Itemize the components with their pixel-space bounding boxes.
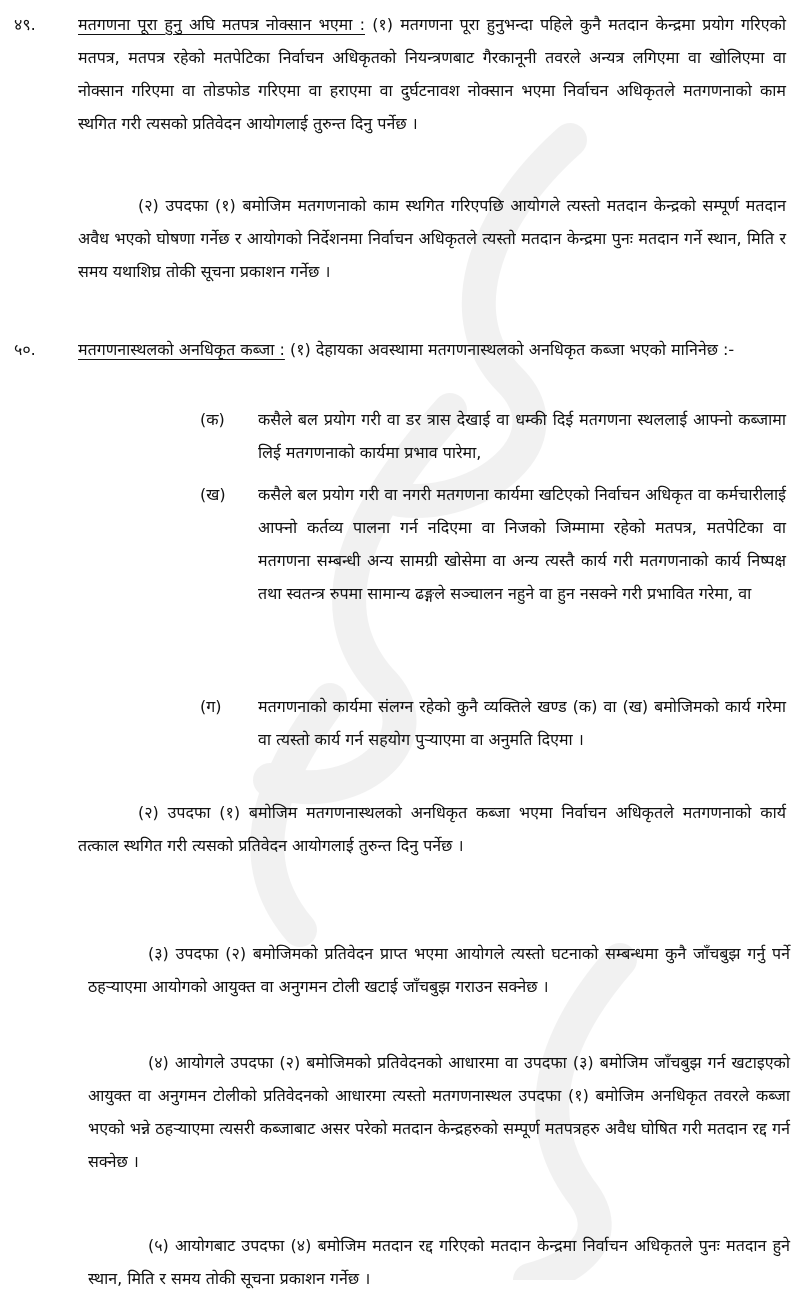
section-49-text: (१) मतगणना पूरा हुनुभन्दा पहिले कुनै मतदान केन्द्रमा प्रयोग गरिएको मतपत्र, मतपत्र रहेको मतपेटिका निर्वाचन अधिकृतको नियन्त्रणबाट गैरकानूनी तवरले अन्यत्र लगिएमा वा खोलिएमा वा नोक्सान गरिएमा वा तोडफोड गरिएमा वा हराएमा वा दुर्घटनावश नोक्सान भएमा निर्वाचन अधिकृतले मतगणनाको काम स्थगित गरी त्यसको प्रतिवेदन आयोगलाई तुरुन्त दिनु पर्नेछ ।	[78, 15, 786, 133]
clause-kha-label: (ख)	[200, 485, 226, 504]
clause-ka-label: (क)	[200, 410, 225, 429]
section-50-subsection-4: (४) आयोगले उपदफा (२) बमोजिमको प्रतिवेदनको आधारमा वा उपदफा (३) बमोजिम जाँचबुझ गर्न खटाइएको आयुक्त वा अनुगमन टोलीको प्रतिवेदनको आधारमा त्यस्तो मतगणनास्थल उपदफा (१) बमोजिम अनधिकृत तवरले कब्जा भएको भन्ने ठहऱ्याएमा त्यसरी कब्जाबाट असर परेको मतदान केन्द्रहरुको सम्पूर्ण मतपत्रहरु अवैध घोषित गरी मतदान रद्द गर्न सक्नेछ ।	[88, 1053, 790, 1171]
section-49-subsection-2: (२) उपदफा (१) बमोजिम मतगणनाको काम स्थगित गरिएपछि आयोगले त्यस्तो मतदान केन्द्रको सम्पूर्ण मतदान अवैध भएको घोषणा गर्नेछ र आयोगको निर्देशनमा निर्वाचन अधिकृतले त्यस्तो मतदान केन्द्रमा पुनः मतदान गर्ने स्थान, मिति र समय यथाशिघ्र तोकी सूचना प्रकाशन गर्नेछ ।	[78, 196, 786, 281]
clause-ka-text: कसैले बल प्रयोग गरी वा डर त्रास देखाई वा धम्की दिई मतगणना स्थललाई आफ्नो कब्जामा लिई मतगणनाको कार्यमा प्रभाव पारेमा,	[258, 410, 786, 462]
section-49-number: ४९.	[14, 15, 36, 34]
section-50-number: ५०.	[14, 340, 36, 359]
section-50-subsection-5: (५) आयोगबाट उपदफा (४) बमोजिम मतदान रद्द गरिएको मतदान केन्द्रमा निर्वाचन अधिकृतले पुनः मतदान हुने स्थान, मिति र समय तोकी सूचना प्रकाशन गर्नेछ ।	[88, 1236, 790, 1288]
section-50-subsection-3: (३) उपदफा (२) बमोजिमको प्रतिवेदन प्राप्त भएमा आयोगले त्यस्तो घटनाको सम्बन्धमा कुनै जाँचबुझ गर्नु पर्ने ठहऱ्याएमा आयोगको आयुक्त वा अनुगमन टोली खटाई जाँचबुझ गराउन सक्नेछ ।	[88, 944, 790, 996]
section-49-paragraph	[78, 8, 786, 140]
section-50-text: (१) देहायका अवस्थामा मतगणनास्थलको अनधिकृत कब्जा भएको मानिनेछ :-	[289, 340, 735, 359]
clause-ga-label: (ग)	[200, 697, 222, 716]
section-50-title: मतगणनास्थलको अनधिकृत कब्जा :	[78, 340, 285, 359]
clause-kha-text: कसैले बल प्रयोग गरी वा नगरी मतगणना कार्यमा खटिएको निर्वाचन अधिकृत वा कर्मचारीलाई आफ्नो कर्तव्य पालना गर्न नदिएमा वा निजको जिम्मामा रहेको मतपत्र, मतपेटिका वा मतगणना सम्बन्धी अन्य सामग्री खोसेमा वा अन्य त्यस्तै कार्य गरी मतगणनाको कार्य निष्पक्ष तथा स्वतन्त्र रुपमा सामान्य ढङ्गले सञ्चालन नहुने वा हुन नसक्ने गरी प्रभावित गरेमा, वा	[258, 485, 786, 603]
section-50-paragraph	[78, 333, 786, 366]
section-49-title: मतगणना पूरा हुनु अघि मतपत्र नोक्सान भएमा :	[78, 15, 365, 34]
clause-ga-text: मतगणनाको कार्यमा संलग्न रहेको कुनै व्यक्तिले खण्ड (क) वा (ख) बमोजिमको कार्य गरेमा वा त्यस्तो कार्य गर्न सहयोग पुऱ्याएमा वा अनुमति दिएमा ।	[258, 697, 786, 749]
section-50-subsection-2: (२) उपदफा (१) बमोजिम मतगणनास्थलको अनधिकृत कब्जा भएमा निर्वाचन अधिकृतले मतगणनाको कार्य तत्काल स्थगित गरी त्यसको प्रतिवेदन आयोगलाई तुरुन्त दिनु पर्नेछ ।	[78, 803, 786, 855]
